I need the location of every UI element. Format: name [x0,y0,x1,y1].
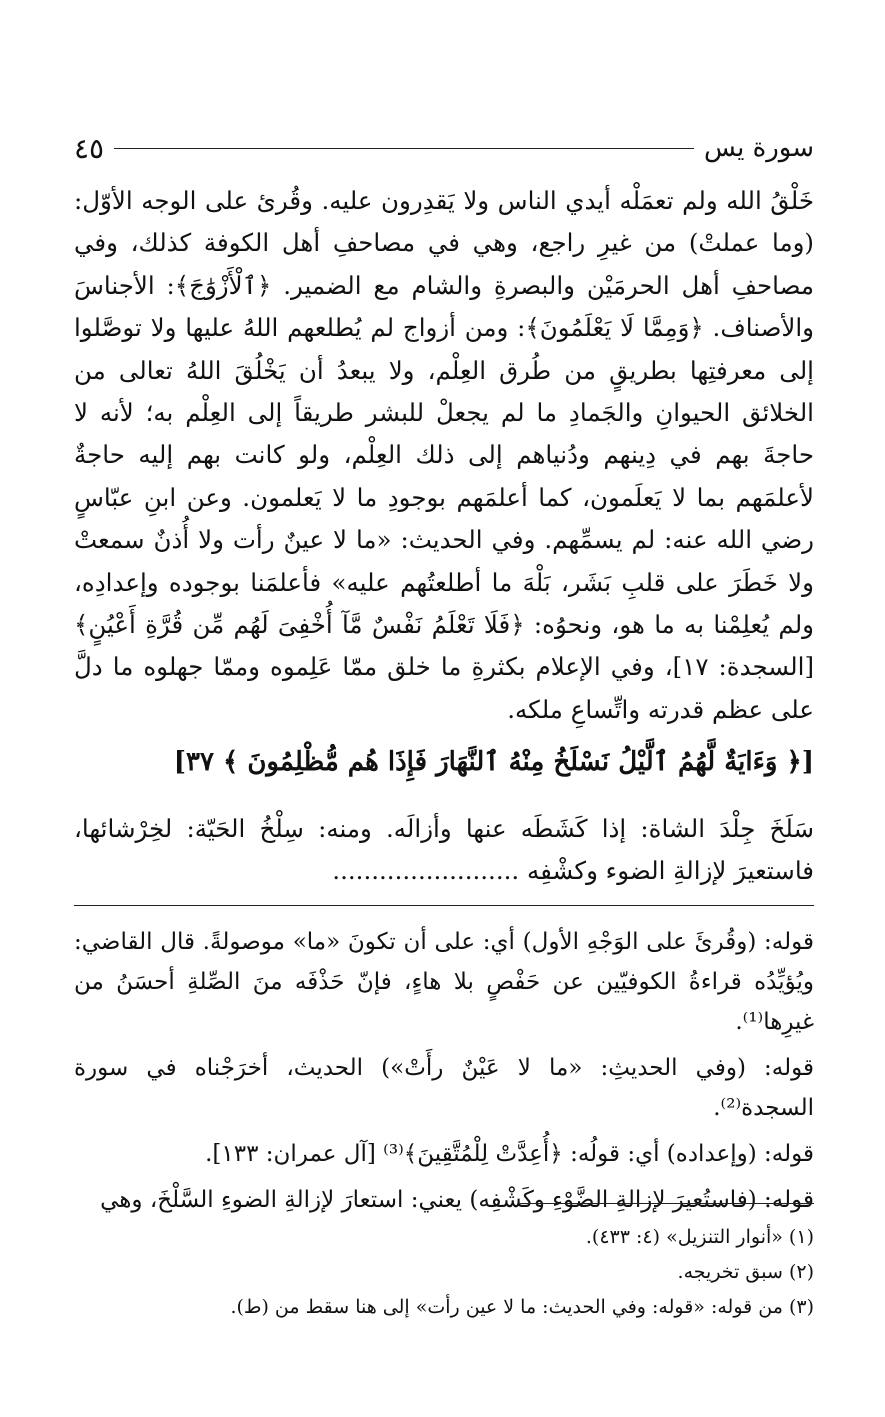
footnote-2: (٢) سبق تخريجه. [677,1261,814,1283]
commentary-paragraph: قوله: (فاستُعيرَ لإزالةِ الضَّوْءِ وكَشْفِه) يعني: استعارَ لإزالةِ الضوءِ السَّلْخَ، وهي [100,1187,814,1213]
footnote-3: (٣) من قوله: «قوله: وفي الحديث: ما لا عين رأت» إلى هنا سقط من (ط). [230,1296,814,1318]
commentary-paragraph: قوله: (وإعداده) أي: قولُه: ﴿أُعِدَّتْ لِلْمُتَّقِينَ﴾⁽³⁾ [آل عمران: ١٣٣]. [205,1141,814,1167]
surah-title: سورة يس [703,133,814,163]
header-rule [114,148,694,149]
footnote-rule [520,1203,814,1204]
main-text-2 [74,808,814,892]
commentary-paragraph: قوله: (وفي الحديثِ: «ما لا عَيْنٌ رأَتْ») الحديث، أخرَجْناه في سورة السجدة⁽²⁾. [74,1055,814,1121]
footnote-1: (١) «أنوار التنزيل» (٤: ٤٣٣). [585,1226,814,1248]
commentary [74,922,814,1226]
commentary-separator [74,905,814,906]
continuation-dots: ........................ [332,856,520,885]
main-paragraph-2: سَلَخَ جِلْدَ الشاة: إذا كَشَطَه عنها وأزالَه. ومنه: سِلْخُ الحَيّة: لخِرْشائها، فاستعيرَ لإزالةِ الضوء وكشْفِه [74,814,814,885]
page-number: ٤٥ [74,131,105,165]
commentary-paragraph: قوله: (وقُرئَ على الوَجْهِ الأول) أي: على أن تكونَ «ما» موصولةً. قال القاضي: ويُؤيِّدُه قراءةُ الكوفيّين عن حَفْصٍ بلا هاءٍ، فإنّ حَذْفَه منَ الصِّلةِ أحسَنُ من غيرِها⁽¹⁾. [74,929,814,1035]
footnotes [74,1220,814,1325]
main-paragraph: خَلْقُ الله ولم تعمَلْه أيدي الناس ولا يَقدِرون عليه. وقُرئ على الوجه الأوّل: (وما عملتْ) من غيرِ راجع، وهي في مصاحفِ أهل الكوفة كذلك، وفي مصاحفِ أهل الحرمَيْن والبصرةِ والشام مع الضمير. ﴿ٱلْأَزْوَٰجَ﴾: الأجناسَ والأصناف. ﴿وَمِمَّا لَا يَعْلَمُونَ﴾: ومن أزواج لم يُطلعهم اللهُ عليها ولا توصَّلوا إلى معرفتِها بطريقٍ من طُرق العِلْم، ولا يبعدُ أن يَخْلُقَ اللهُ تعالى من الخلائق الحيوانِ والجَمادِ ما لم يجعلْ للبشر طريقاً إلى العِلْم به؛ لأنه لا حاجةَ بهم في دِينهم ودُنياهم إلى ذلك العِلْم، ولو كانت بهم إليه حاجةٌ لأعلمَهم بما لا يَعلَمون، كما أعلمَهم بوجودِ ما لا يَعلمون. وعن ابنِ عبّاسٍ رضي الله عنه: لم يسمِّهم. وفي الحديث: «ما لا عينٌ رأت ولا أُذنٌ سمعتْ ولا خَطَرَ على قلبِ بَشَر، بَلْهَ ما أطلعتُهم عليه» فأعلمَنا بوجوده وإعدادِه، ولم يُعلِمْنا به ما هو، ونحوُه: ﴿فَلَا تَعْلَمُ نَفْسٌ مَّآ أُخْفِىَ لَهُم مِّن قُرَّةِ أَعْيُنٍ﴾ [السجدة: ١٧]، وفي الإعلام بكثرةِ ما خلق ممّا عَلِموه وممّا جهلوه ما دلَّ على عظم قدرته واتِّساعِ ملكه. [74,186,814,724]
page-header [74,128,814,168]
main-text [74,180,814,731]
quran-verse: [﴿ وَءَايَةٌ لَّهُمُ ٱلَّيْلُ نَسْلَخُ مِنْهُ ٱلنَّهَارَ فَإِذَا هُم مُّظْلِمُونَ ﴾ ٣٧] [173,747,814,777]
